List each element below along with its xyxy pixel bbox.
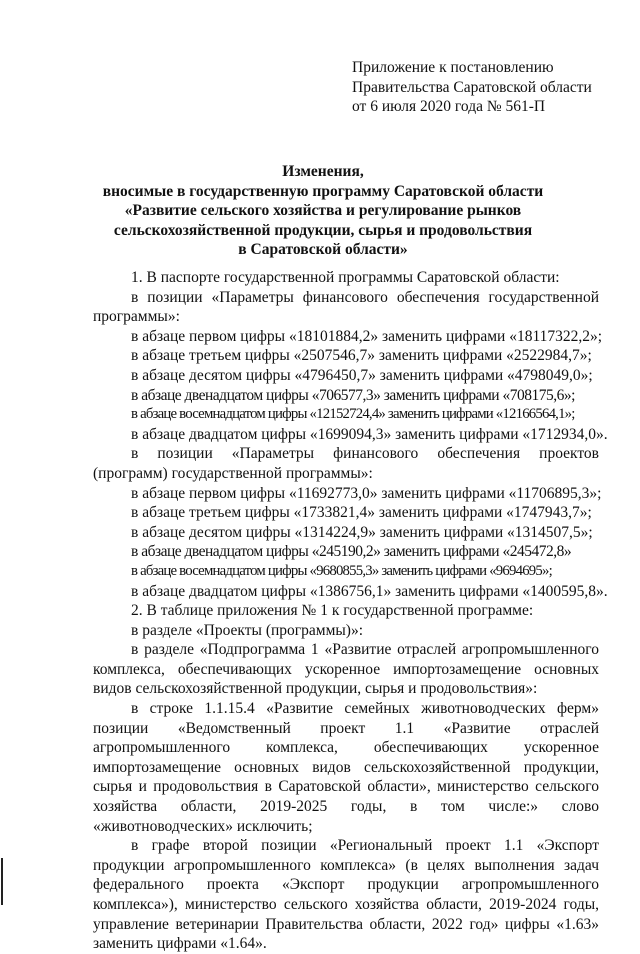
paragraph: в абзаце двенадцатом цифры «706577,3» заменить цифрами «708175,6»; [131,386,575,404]
paragraph: в графе второй позиции «Региональный проект 1.1 «Экспорт продукции агропромышленного комплекса» (в целях выполнения задач федерального проекта «Экспорт продукции агропромышленного комплекса»), министерство сельского хозяйства области, 2019-2024 годы, управление ветеринарии Правительства области, 2022 год» цифры «1.63» заменить цифрами «1.64». [93,837,599,953]
paragraph: в абзаце первом цифры «18101884,2» заменить цифрами «18117322,2»; [131,327,603,345]
paragraph: в абзаце десятом цифры «1314224,9» заменить цифрами «1314507,5»; [131,523,593,541]
appendix-line-3: от 6 июля 2020 года № 561-П [352,98,546,115]
appendix-line-2: Правительства Саратовской области [352,78,592,96]
paragraph: в позиции «Параметры финансового обеспечения проектов (программ) государственной программы»: [93,445,599,482]
title-line-5: в Саратовской области» [238,241,408,259]
paragraph: в абзаце восемнадцатом цифры «9680855,3» заменить цифрами «9694695»; [131,562,552,579]
paragraph: 2. В таблице приложения № 1 к государственной программе: [131,602,534,620]
paragraph: в абзаце третьем цифры «2507546,7» заменить цифрами «2522984,7»; [131,347,592,365]
paragraph: в позиции «Параметры финансового обеспечения государственной программы»: [93,288,599,326]
paragraph: в абзаце двадцатом цифры «1699094,3» заменить цифрами «1712934,0». [131,425,608,443]
document-body [93,268,608,954]
paragraph: 1. В паспорте государственной программы Саратовской области: [131,269,560,286]
title-line-3: «Развитие сельского хозяйства и регулирование рынков [124,202,522,220]
paragraph: в абзаце двенадцатом цифры «245190,2» заменить цифрами «245472,8» [131,543,572,561]
paragraph: в абзаце третьем цифры «1733821,4» заменить цифрами «1747943,7»; [131,504,592,522]
paragraph: в разделе «Подпрограмма 1 «Развитие отраслей агропромышленного комплекса, обеспечивающих ускоренное импортозамещение основных видов сельскохозяйственной продукции, сырья и продовольствия»: [93,641,599,698]
paragraph: в строке 1.1.15.4 «Развитие семейных животноводческих ферм» позиции «Ведомственный проект 1.1 «Развитие отраслей агропромышленного комплекса, обеспечивающих ускоренное импортозамещение основных видов сельскохозяйственной продукции, сырья и продовольствия в Саратовской области», министерство сельского хозяйства области, 2019-2025 годы, в том числе:» слово «животноводческих» исключить; [93,700,599,835]
paragraph: в абзаце первом цифры «11692773,0» заменить цифрами «11706895,3»; [131,484,602,502]
paragraph: в разделе «Проекты (программы)»: [131,621,364,639]
document-title [70,162,576,260]
title-line-1: Изменения, [282,163,364,180]
scan-edge-line [1,858,3,905]
paragraph: в абзаце восемнадцатом цифры «12152724,4» заменить цифрами «12166564,1»; [131,406,575,423]
paragraph: в абзаце двадцатом цифры «1386756,1» заменить цифрами «1400595,8». [131,582,608,600]
appendix-header [352,58,612,117]
title-line-2: вносимые в государственную программу Саратовской области [102,182,544,200]
appendix-line-1: Приложение к постановлению [352,59,554,76]
title-line-4: сельскохозяйственной продукции, сырья и продовольствия [113,221,533,239]
paragraph: в абзаце десятом цифры «4796450,7» заменить цифрами «4798049,0»; [131,366,593,384]
